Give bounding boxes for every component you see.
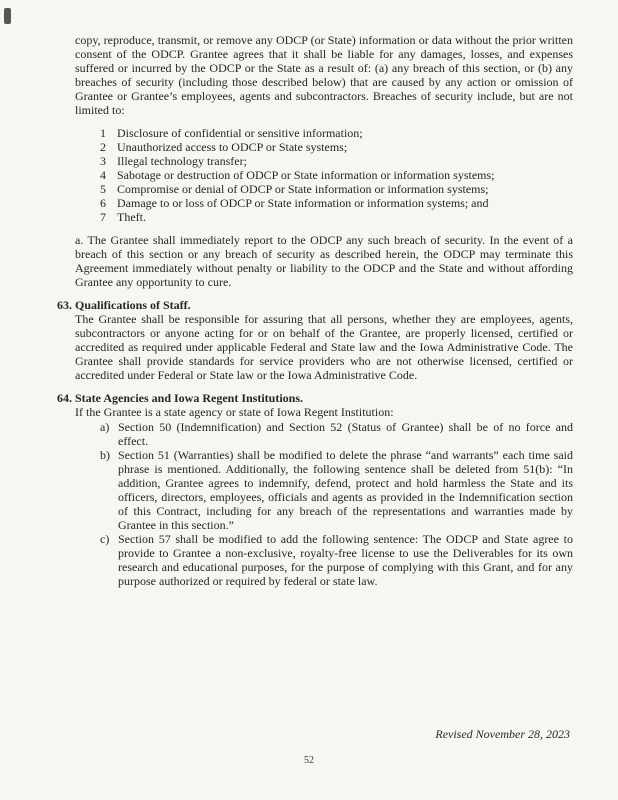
- section-64-intro: If the Grantee is a state agency or state of Iowa Regent Institution:: [75, 405, 394, 419]
- subitem-c: [100, 532, 573, 588]
- revision-note: Revised November 28, 2023: [435, 727, 570, 741]
- breach-item-text: Damage to or loss of ODCP or State information or information systems; and: [117, 196, 489, 210]
- subitem-label: c): [100, 532, 110, 546]
- breach-item: [100, 140, 573, 154]
- breach-item: [100, 182, 573, 196]
- breach-item: [100, 154, 573, 168]
- subitem-text: Section 50 (Indemnification) and Section 52 (Status of Grantee) shall be of no force and effect.: [118, 420, 573, 448]
- section-63-body: The Grantee shall be responsible for assuring that all persons, whether they are employees, agents, subcontractors or anyone acting for or on behalf of the Grantee, are properly licensed, certified or accredited as required under applicable Federal and State law and the Iowa Administrative Code. The Grantee shall provide standards for service providers who are not otherwise licensed, certified or accredited under Federal or State law or the Iowa Administrative Code.: [75, 312, 573, 382]
- section-64-heading: [57, 391, 573, 405]
- breach-item: [100, 196, 573, 210]
- section-63-title: Qualifications of Staff.: [75, 298, 191, 312]
- breach-list: [100, 126, 573, 224]
- section-63-heading: [57, 298, 573, 312]
- breach-item-number: 5: [100, 182, 106, 196]
- breach-item: [100, 126, 573, 140]
- subitem-b: [100, 448, 573, 532]
- breach-item-number: 2: [100, 140, 106, 154]
- scan-edge-artifact: [4, 8, 11, 24]
- breach-item-text: Sabotage or destruction of ODCP or State information or information systems;: [117, 168, 495, 182]
- section-64: [57, 391, 573, 588]
- breach-item-text: Unauthorized access to ODCP or State systems;: [117, 140, 348, 154]
- section-64-subitems: [100, 420, 573, 588]
- subitem-text: Section 57 shall be modified to add the following sentence: The ODCP and State agree to provide to Grantee a non-exclusive, royalty-free license to use the Deliverables for its own research and educational purposes, for the purpose of complying with this Grant, and for any purpose authorized or required by federal or state law.: [118, 532, 573, 588]
- subitem-label: a): [100, 420, 110, 434]
- breach-item-text: Theft.: [117, 210, 146, 224]
- breach-item-number: 1: [100, 126, 106, 140]
- section-63: [57, 298, 573, 382]
- breach-item-number: 6: [100, 196, 106, 210]
- section-64-title: State Agencies and Iowa Regent Institutions.: [75, 391, 304, 405]
- breach-item: [100, 210, 573, 224]
- subitem-text: Section 51 (Warranties) shall be modified to delete the phrase “and warrants” each time said phrase is mentioned. Additionally, the following sentence shall be deleted from 51(b): “In addition, Grantee agrees to indemnify, defend, protect and hold harmless the State and its officers, directors, employees, officials and agents as provided in the Indemnification section of this Contract, including for any breach of the representations and warranties made by Grantee in this section.”: [118, 448, 573, 532]
- section-64-number: 64.: [57, 391, 72, 405]
- breach-item-text: Illegal technology transfer;: [117, 154, 247, 168]
- subitem-a: [100, 420, 573, 448]
- paragraph-a: a. The Grantee shall immediately report to the ODCP any such breach of security. In the event of a breach of this section or any breach of security as described herein, the ODCP may terminate this Agreement immediately without penalty or liability to the ODCP and the State and without affording Grantee any opportunity to cure.: [75, 233, 573, 289]
- breach-item-number: 7: [100, 210, 106, 224]
- intro-paragraph: copy, reproduce, transmit, or remove any ODCP (or State) information or data without the prior written consent of the ODCP. Grantee agrees that it shall be liable for any damages, losses, and expenses suffered or incurred by the ODCP or the State as a result of: (a) any breach of this section, or (b) any breaches of security (including those described below) that are caused by any action or omission of Grantee or Grantee’s employees, agents and subcontractors. Breaches of security include, but are not limited to:: [75, 33, 573, 117]
- page-number: 52: [304, 755, 314, 766]
- breach-item-number: 4: [100, 168, 106, 182]
- breach-item-number: 3: [100, 154, 106, 168]
- breach-item: [100, 168, 573, 182]
- page-content: [57, 33, 573, 597]
- breach-item-text: Compromise or denial of ODCP or State information or information systems;: [117, 182, 489, 196]
- section-63-number: 63.: [57, 298, 72, 312]
- breach-item-text: Disclosure of confidential or sensitive information;: [117, 126, 363, 140]
- subitem-label: b): [100, 448, 110, 462]
